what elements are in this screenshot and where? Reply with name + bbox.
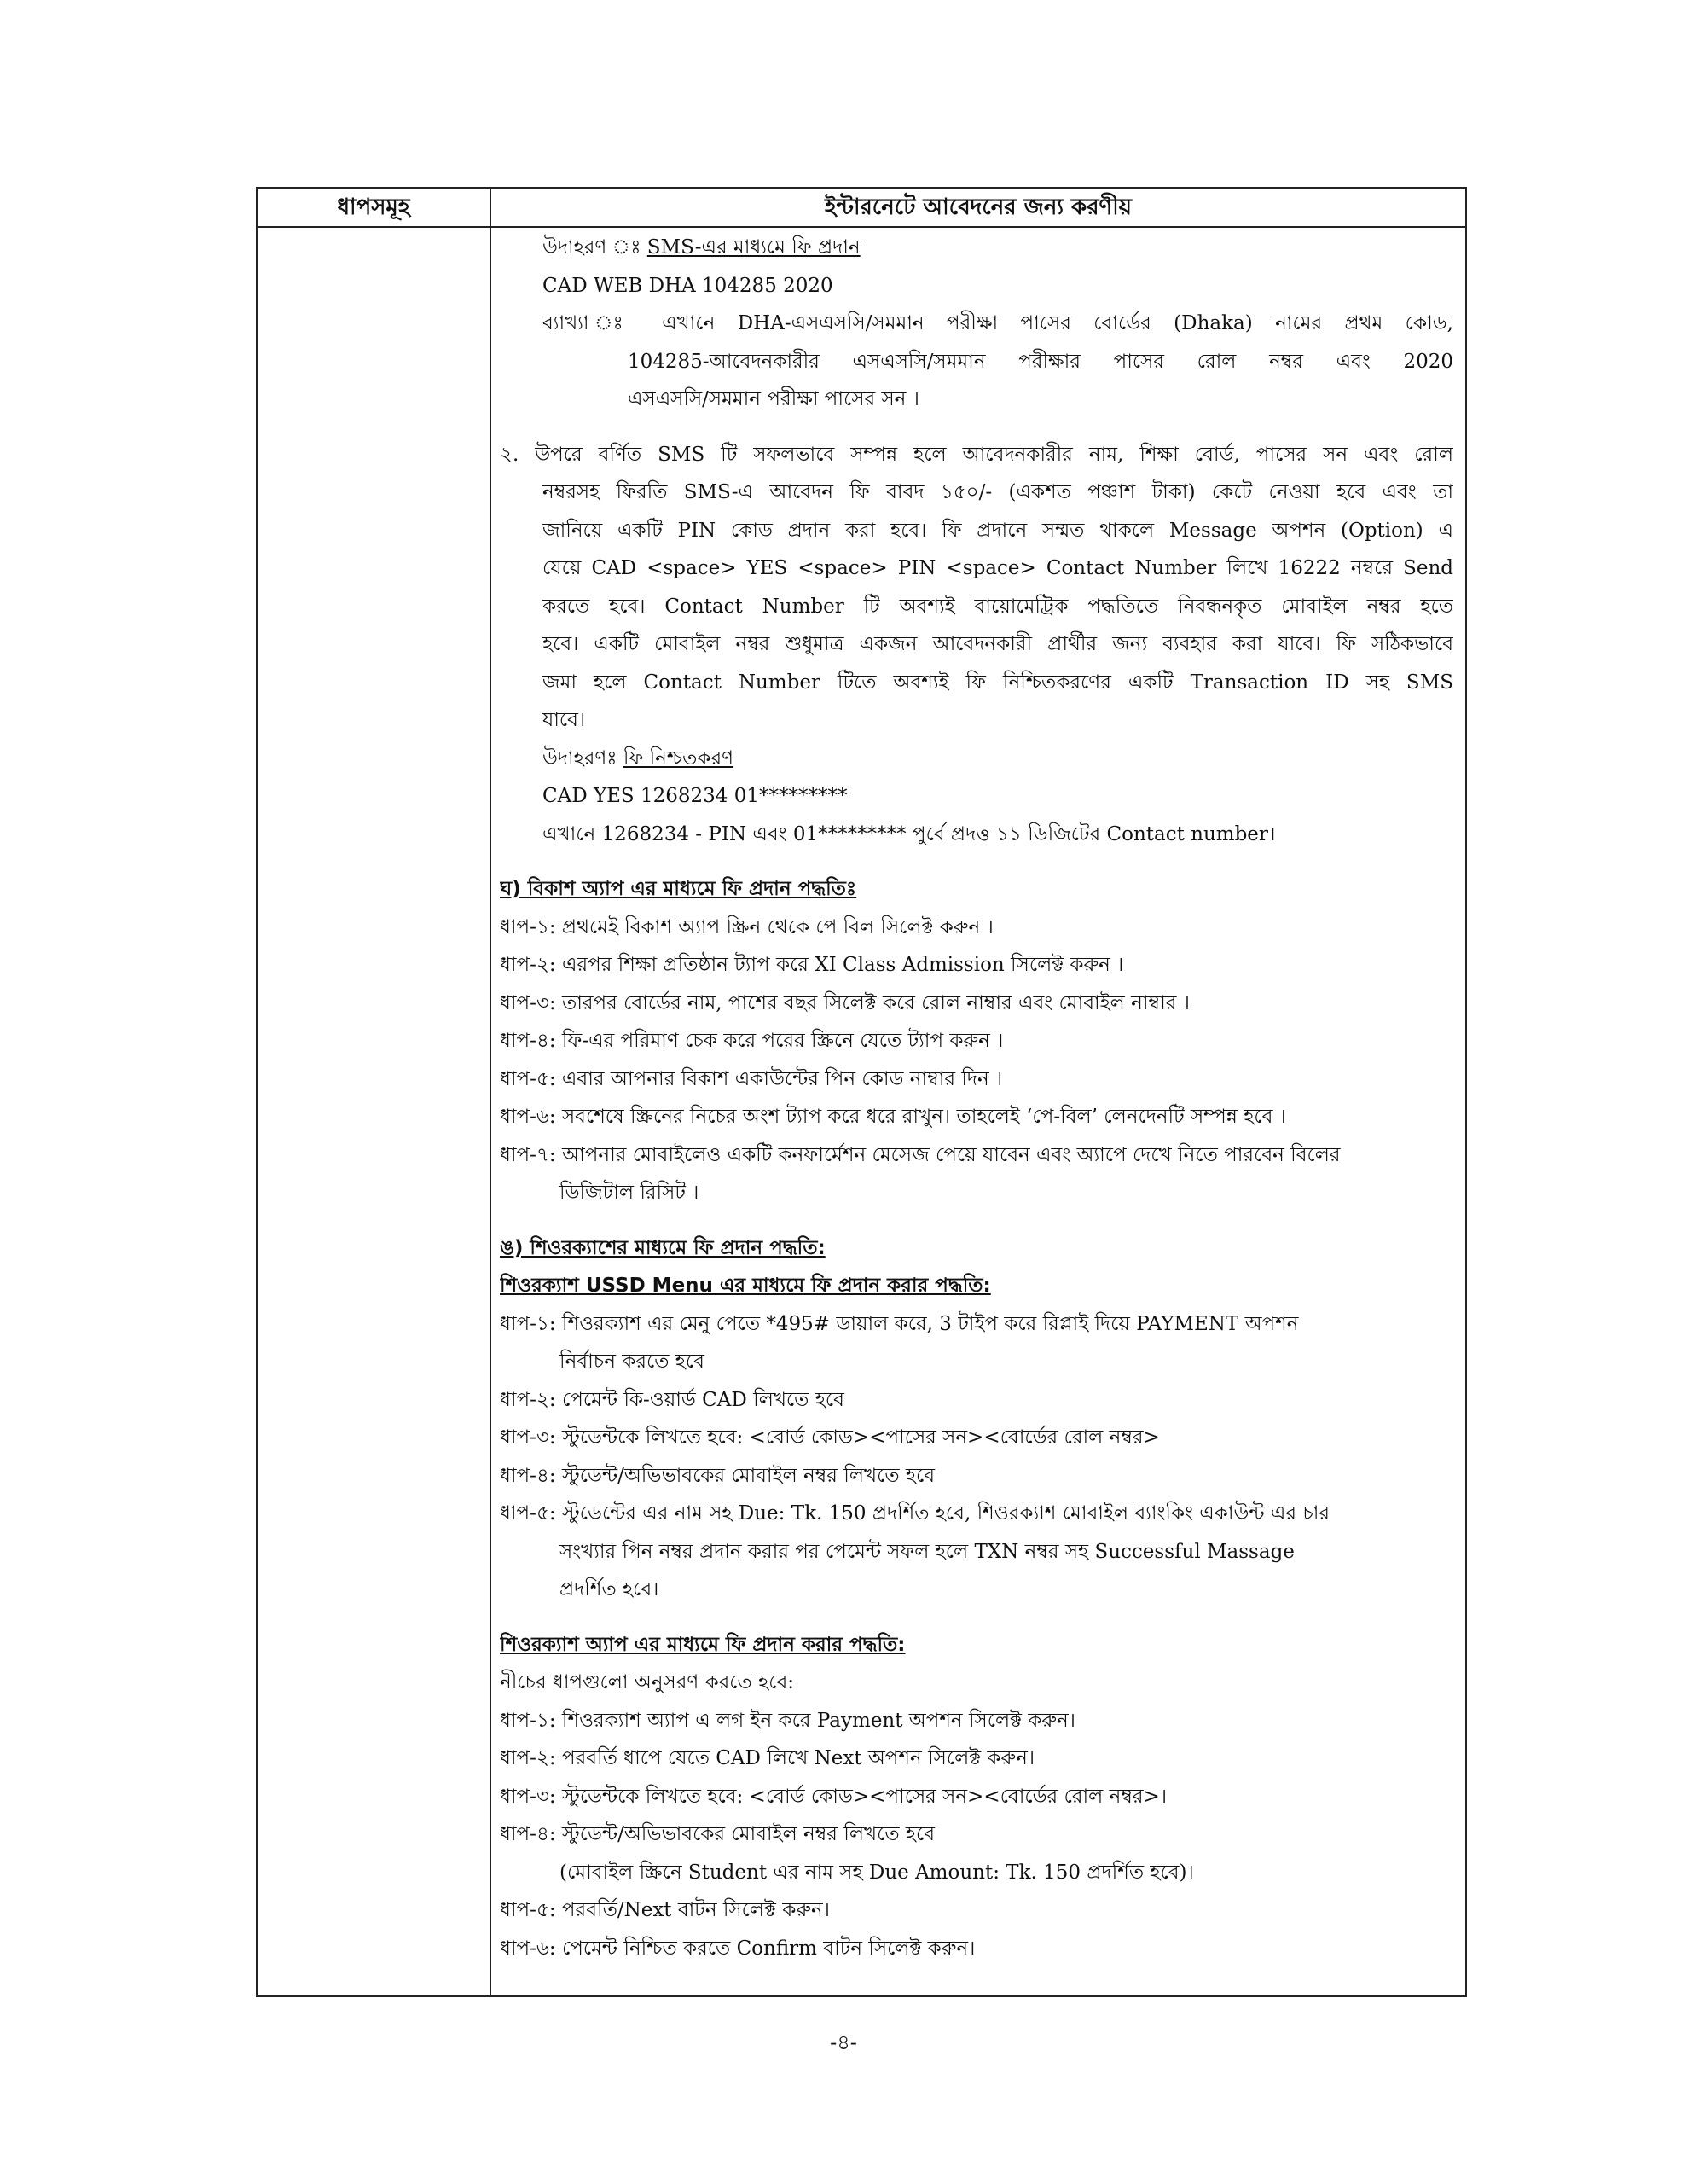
ussd-step-4: ধাপ-৪: স্টুডেন্ট/অভিভাবকের মোবাইল নম্বর লিখতে হবে	[500, 1464, 936, 1487]
column-divider	[490, 189, 491, 1995]
point2-line-1: ২. উপরে বর্ণিত SMS টি সফলভাবে সম্পন্ন হলে আবেদনকারীর নাম, শিক্ষা বোর্ড, পাসের সন এবং রোল	[500, 443, 1453, 466]
app-step-4-cont: (মোবাইল স্ক্রিনে Student এর নাম সহ Due Amount: Tk. 150 প্রদর্শিত হবে)।	[559, 1861, 1194, 1884]
sms-explanation-line-1: ব্যাখ্যা ঃ এখানে DHA-এসএসসি/সমমান পরীক্ষা পাসের বোর্ডের (Dhaka) নামের প্রথম কোড,	[542, 312, 1453, 334]
surecash-app-heading: শিওরক্যাশ অ্যাপ এর মাধ্যমে ফি প্রদান করার পদ্ধতি:	[500, 1633, 906, 1656]
bkash-step-2: ধাপ-২: এরপর শিক্ষা প্রতিষ্ঠান ট্যাপ করে XI Class Admission সিলেক্ট করুন ।	[500, 954, 1124, 976]
header-online-application: ইন্টারনেটে আবেদনের জন্য করণীয়	[824, 195, 1133, 220]
app-step-2: ধাপ-২: পরবর্তি ধাপে যেতে CAD লিখে Next অপশন সিলেক্ট করুন।	[500, 1747, 1035, 1769]
sms-example-label: উদাহরণ ঃ	[542, 236, 647, 258]
point2-line-8: যাবে।	[542, 709, 586, 731]
bkash-step-5: ধাপ-৫: এবার আপনার বিকাশ একাউন্টের পিন কোড নাম্বার দিন ।	[500, 1067, 1003, 1090]
point2-line-3: জানিয়ে একটি PIN কোড প্রদান করা হবে। ফি প্রদানে সম্মত থাকলে Message অপশন (Option) এ	[542, 519, 1453, 542]
header-steps: ধাপসমূহ	[337, 195, 410, 220]
ussd-step-5: ধাপ-৫: স্টুডেন্টের এর নাম সহ Due: Tk. 150 প্রদর্শিত হবে, শিওরক্যাশ মোবাইল ব্যাংকিং একাউন্ট এর চার	[500, 1502, 1330, 1525]
ussd-step-3: ধাপ-৩: স্টুডেন্টকে লিখতে হবে: <বোর্ড কোড><পাসের সন><বোর্ডের রোল নম্বর>	[500, 1426, 1160, 1449]
point2-line-2: নম্বরসহ ফিরতি SMS-এ আবেদন ফি বাবদ ১৫০/- (একশত পঞ্চাশ টাকা) কেটে নেওয়া হবে এবং তা	[542, 481, 1453, 503]
surecash-ussd-heading: শিওরক্যাশ USSD Menu এর মাধ্যমে ফি প্রদান করার পদ্ধতি:	[500, 1275, 991, 1297]
bkash-step-4: ধাপ-৪: ফি-এর পরিমাণ চেক করে পরের স্ক্রিনে যেতে ট্যাপ করুন ।	[500, 1030, 1004, 1052]
fee-confirm-example-label-line	[500, 740, 1453, 778]
ussd-step-1: ধাপ-১: শিওরক্যাশ এর মেনু পেতে *495# ডায়াল করে, 3 টাইপ করে রিপ্লাই দিয়ে PAYMENT অপশন	[500, 1312, 1299, 1335]
sms-example-title: SMS-এর মাধ্যমে ফি প্রদান	[646, 236, 861, 258]
bkash-heading: ঘ) বিকাশ অ্যাপ এর মাধ্যমে ফি প্রদান পদ্ধতিঃ	[500, 878, 857, 900]
app-intro: নীচের ধাপগুলো অনুসরণ করতে হবে:	[500, 1671, 794, 1693]
surecash-heading: ঙ) শিওরক্যাশের মাধ্যমে ফি প্রদান পদ্ধতি:	[500, 1236, 826, 1259]
point2-line-5: করতে হবে। Contact Number টি অবশ্যই বায়োমেট্রিক পদ্ধতিতে নিবন্ধনকৃত মোবাইল নম্বর হতে	[542, 595, 1453, 618]
table-header-row	[258, 189, 1465, 228]
bkash-step-7-cont: ডিজিটাল রিসিট ।	[559, 1182, 699, 1204]
ussd-step-2: ধাপ-২: পেমেন্ট কি-ওয়ার্ড CAD লিখতে হবে	[500, 1388, 844, 1411]
ussd-step-5-cont-1: সংখ্যার পিন নম্বর প্রদান করার পর পেমেন্ট সফল হলে TXN নম্বর সহ Successful Massage	[559, 1540, 1295, 1563]
sms-explanation-line-3: এসএসসি/সমমান পরীক্ষা পাসের সন ।	[628, 388, 919, 410]
fee-confirm-example-title: ফি নিশ্চতকরণ	[623, 746, 734, 770]
app-step-6: ধাপ-৬: পেমেন্ট নিশ্চিত করতে Confirm বাটন সিলেক্ট করুন।	[500, 1937, 976, 1960]
ussd-step-1-cont: নির্বাচন করতে হবে	[559, 1350, 704, 1373]
point2-line-7: জমা হলে Contact Number টিতে অবশ্যই ফি নিশ্চিতকরণের একটি Transaction ID সহ SMS	[542, 671, 1453, 694]
fee-confirm-example-code: CAD YES 1268234 01*********	[542, 785, 848, 807]
app-step-5: ধাপ-৫: পরবর্তি/Next বাটন সিলেক্ট করুন।	[500, 1899, 830, 1921]
app-step-1: ধাপ-১: শিওরক্যাশ অ্যাপ এ লগ ইন করে Payment অপশন সিলেক্ট করুন।	[500, 1709, 1076, 1732]
app-step-3: ধাপ-৩: স্টুডেন্টকে লিখতে হবে: <বোর্ড কোড><পাসের সন><বোর্ডের রোল নম্বর>।	[500, 1785, 1168, 1808]
bkash-step-6: ধাপ-৬: সবশেষে স্ক্রিনের নিচের অংশ ট্যাপ করে ধরে রাখুন। তাহলেই ‘পে-বিল’ লেনদেনটি সম্পন্ন হবে ।	[500, 1106, 1286, 1128]
page-number: -৪-	[830, 2030, 857, 2054]
content-column	[500, 229, 1453, 2179]
fee-confirm-example-note: এখানে 1268234 - PIN এবং 01********* পুর্বে প্রদত্ত ১১ ডিজিটের Contact number।	[542, 822, 1276, 845]
app-step-4: ধাপ-৪: স্টুডেন্ট/অভিভাবকের মোবাইল নম্বর লিখতে হবে	[500, 1823, 936, 1845]
sms-explanation-line-2: 104285-আবেদনকারীর এসএসসি/সমমান পরীক্ষার পাসের রোল নম্বর এবং 2020	[628, 350, 1453, 373]
sms-example-code: CAD WEB DHA 104285 2020	[542, 274, 833, 297]
bkash-step-7: ধাপ-৭: আপনার মোবাইলেও একটি কনফার্মেশন মেসেজ পেয়ে যাবেন এবং অ্যাপে দেখে নিতে পারবেন বিলের	[500, 1143, 1341, 1166]
point2-line-6: হবে। একটি মোবাইল নম্বর শুধুমাত্র একজন আবেদনকারী প্রার্থীর জন্য ব্যবহার করা যাবে। ফি সঠিকভাবে	[542, 633, 1453, 655]
point2-line-4: যেয়ে CAD <space> YES <space> PIN <space> Contact Number লিখে 16222 নম্বরে Send	[542, 557, 1453, 579]
bkash-step-1: ধাপ-১: প্রথমেই বিকাশ অ্যাপ স্ক্রিন থেকে পে বিল সিলেক্ট করুন ।	[500, 915, 994, 938]
bkash-step-3: ধাপ-৩: তারপর বোর্ডের নাম, পাশের বছর সিলেক্ট করে রোল নাম্বার এবং মোবাইল নাম্বার ।	[500, 991, 1190, 1014]
fee-confirm-example-label: উদাহরণঃ	[542, 746, 623, 770]
sms-example-label-line	[500, 229, 1453, 267]
ussd-step-5-cont-2: প্রদর্শিত হবে।	[559, 1578, 659, 1600]
